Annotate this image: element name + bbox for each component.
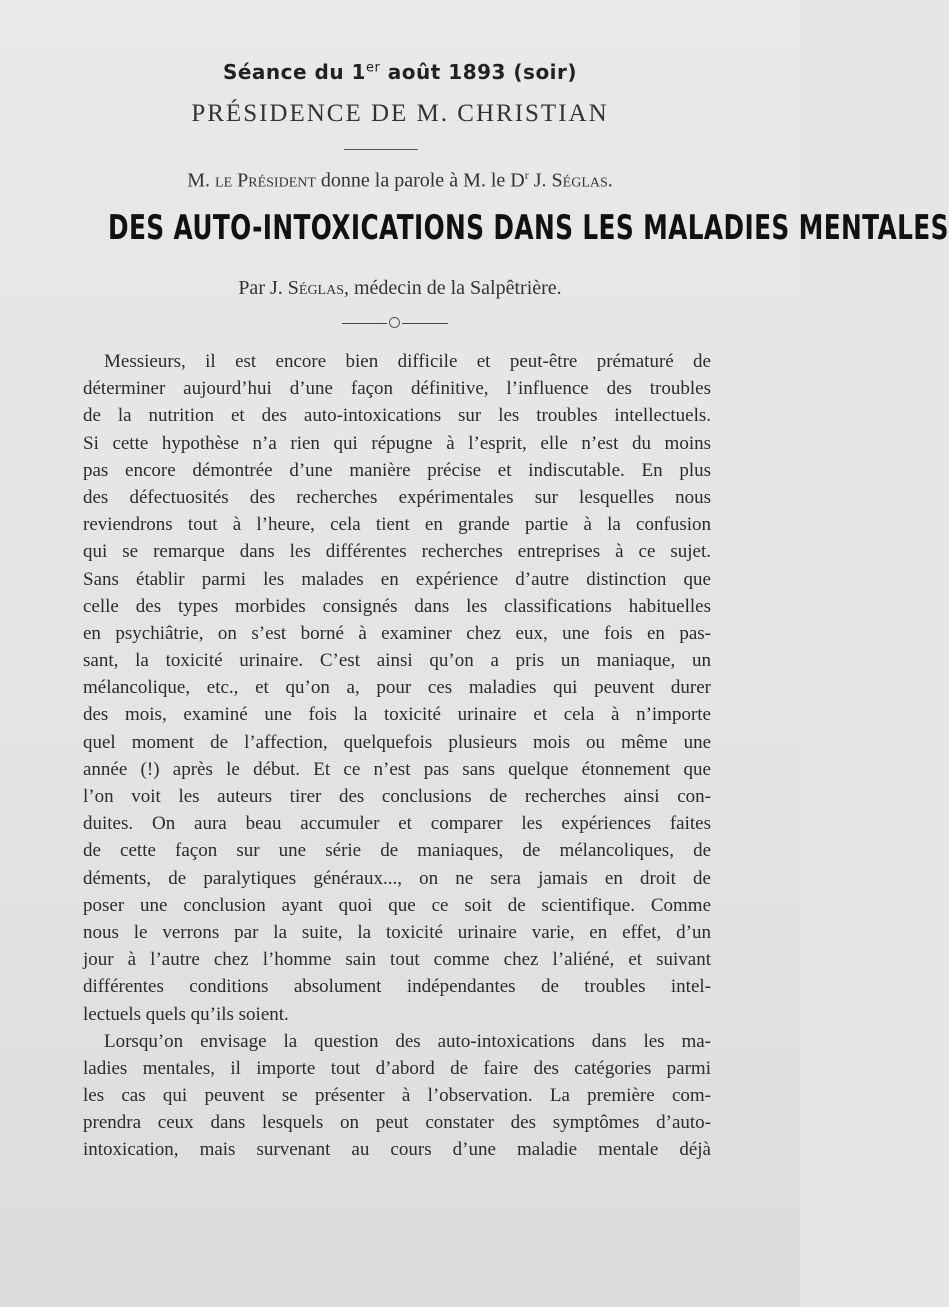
body-line: lectuels quels qu’ils soient. — [83, 1003, 289, 1025]
ornament-circle-icon — [389, 317, 400, 328]
author-byline — [0, 277, 800, 300]
intro-line — [0, 168, 800, 193]
byline-affiliation: , médecin de la Salpêtrière. — [344, 277, 562, 299]
body-line: quel moment de l’affection, quelquefois plusieurs mois ou même une — [83, 731, 711, 753]
body-line: déments, de paralytiques généraux..., on ne sera jamais en droit de — [83, 867, 711, 889]
body-line: des mois, examiné une fois la toxicité urinaire et cela à n’importe — [83, 704, 711, 726]
body-line: celle des types morbides consignés dans les classifications habituelles — [83, 595, 711, 617]
intro-m: M. — [187, 169, 216, 192]
intro-initial: J. — [528, 169, 552, 192]
body-line: pas encore démontrée d’une manière précise et indiscutable. En plus — [83, 459, 711, 481]
body-line: poser une conclusion ayant quoi que ce soit de scientifique. Comme — [83, 894, 711, 916]
ornament-divider — [342, 316, 448, 330]
session-heading — [0, 60, 800, 84]
intro-seglas: Séglas — [551, 169, 608, 192]
body-line: reviendrons tout à l’heure, cela tient en grande partie à la confusion — [83, 514, 711, 536]
intro-end: . — [607, 169, 613, 192]
body-line: Messieurs, il est encore bien difficile et peut-être prématuré de — [104, 351, 711, 372]
body-line: déterminer aujourd’hui d’une façon définitive, l’influence des troubles — [83, 378, 711, 400]
body-line: prendra ceux dans lesquels on peut constater des symptômes d’auto- — [83, 1112, 711, 1134]
ornament-right-rule — [402, 323, 448, 324]
body-line: jour à l’autre chez l’homme sain tout comme chez l’aliéné, et suivant — [83, 949, 711, 971]
session-suffix: août 1893 (soir) — [380, 60, 578, 84]
body-line: de la nutrition et des auto-intoxications sur les troubles intellectuels. — [83, 405, 711, 427]
body-line: année (!) après le début. Et ce n’est pas sans quelque étonnement que — [83, 758, 711, 780]
session-prefix: Séance du 1 — [222, 60, 366, 84]
session-ordinal: er — [365, 60, 381, 76]
presidence-heading: PRÉSIDENCE DE M. CHRISTIAN — [191, 100, 609, 127]
intro-dr-sup: r — [524, 168, 529, 182]
body-line: Lorsqu’on envisage la question des auto-intoxications dans les ma- — [104, 1030, 711, 1052]
body-line: des défectuosités des recherches expérimentales sur lesquelles nous — [83, 486, 711, 508]
intro-president: le Président — [215, 169, 316, 192]
body-line: ladies mentales, il importe tout d’abord de faire des catégories parmi — [83, 1057, 711, 1079]
body-line: en psychiâtrie, on s’est borné à examiner chez eux, une fois en pas- — [83, 622, 711, 644]
body-line: de cette façon sur une série de maniaques, de mélancoliques, de — [83, 840, 711, 862]
body-line: nous le verrons par la suite, la toxicité urinaire varie, en effet, d’un — [83, 921, 711, 943]
ornament-left-rule — [342, 323, 387, 324]
body-line: différentes conditions absolument indépendantes de troubles intel- — [83, 976, 711, 998]
body-line: intoxication, mais survenant au cours d’une maladie mentale déjà — [83, 1139, 711, 1161]
body-line: l’on voit les auteurs tirer des conclusions de recherches ainsi con- — [83, 786, 711, 807]
intro-middle: donne la parole à M. le D — [315, 169, 525, 192]
body-line: qui se remarque dans les différentes recherches entreprises à ce sujet. — [83, 541, 711, 563]
byline-par: Par J. — [238, 277, 288, 299]
byline-author: Séglas — [287, 277, 344, 299]
separator-rule — [344, 149, 418, 150]
article-title: DES AUTO-INTOXICATIONS DANS LES MALADIES MENTALES — [108, 208, 949, 248]
body-line: Sans établir parmi les malades en expérience d’autre distinction que — [83, 568, 711, 590]
body-line: Si cette hypothèse n’a rien qui répugne à l’esprit, elle n’est du moins — [83, 432, 711, 454]
body-line: sant, la toxicité urinaire. C’est ainsi qu’on a pris un maniaque, un — [83, 650, 711, 672]
body-text — [83, 348, 711, 1164]
body-line: duites. On aura beau accumuler et comparer les expériences faites — [83, 813, 711, 835]
body-line: mélancolique, etc., et qu’on a, pour ces maladies qui peuvent durer — [83, 677, 711, 699]
body-line: les cas qui peuvent se présenter à l’observation. La première com- — [83, 1085, 711, 1107]
